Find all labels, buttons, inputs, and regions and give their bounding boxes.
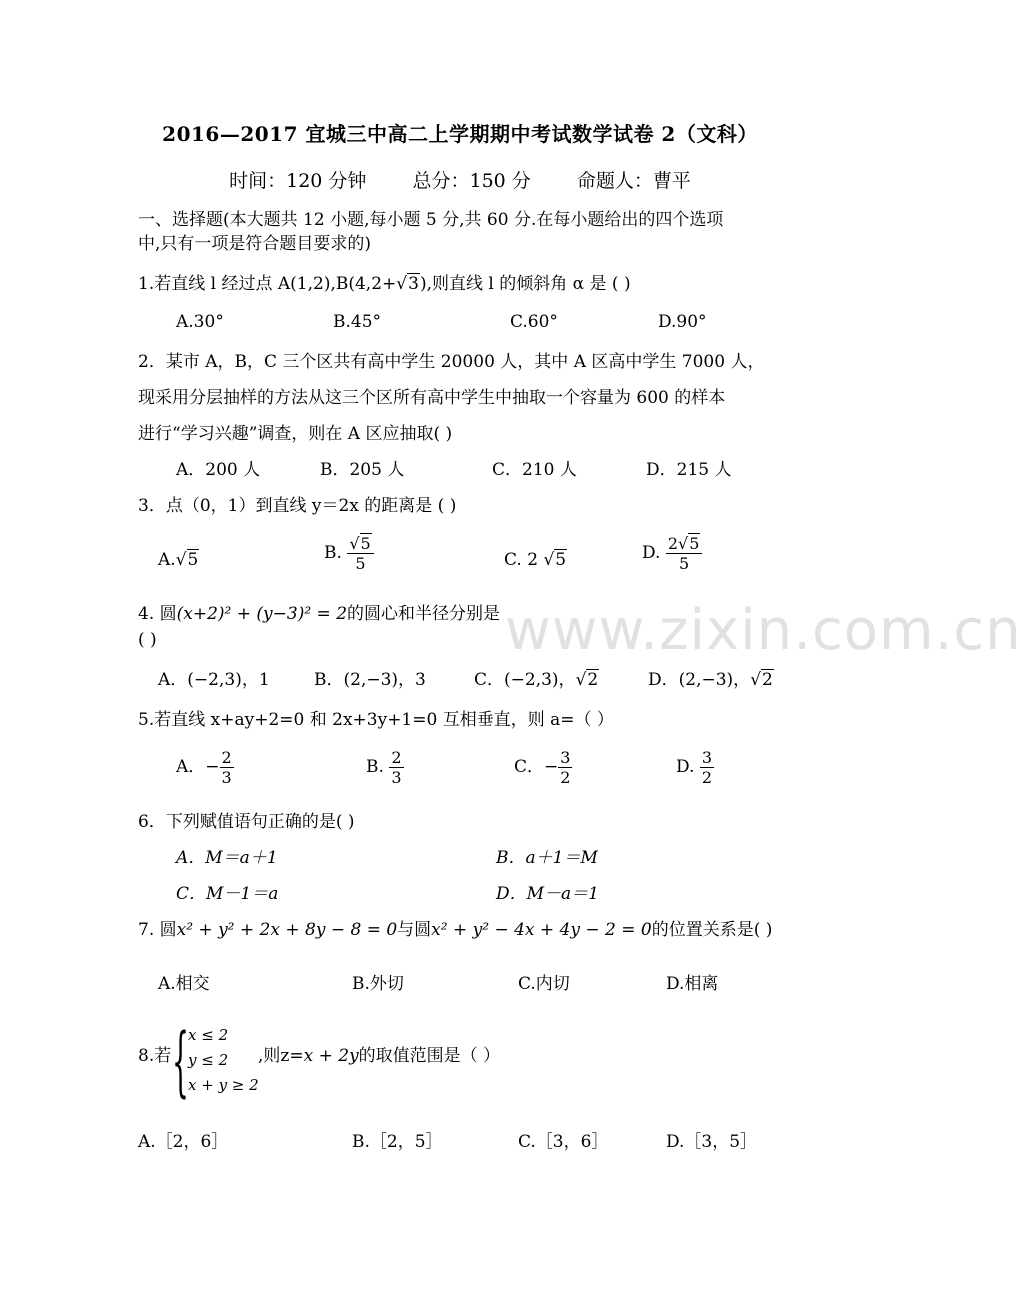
question-5-stem: 5.若直线 x+ay+2=0 和 2x+3y+1=0 互相垂直，则 a=（ ）: [138, 710, 614, 730]
section-heading-line1: 一、选择题(本大题共 12 小题,每小题 5 分,共 60 分.在每小题给出的四个选项: [138, 210, 724, 230]
q1-option-d[interactable]: D.90°: [658, 312, 707, 332]
left-brace: {: [172, 1016, 189, 1105]
q3-c-radicand: 5: [555, 550, 567, 570]
q6-option-c[interactable]: C．M－1＝a: [176, 884, 279, 904]
q5-c-sign: −: [544, 757, 559, 777]
q7-equation-1: x² + y² + 2x + 8y − 8 = 0: [176, 920, 398, 940]
q5-a-label: A．: [176, 757, 206, 777]
q6-option-b[interactable]: B．a＋1＝M: [496, 848, 598, 868]
total-score: 总分：150 分: [412, 170, 531, 192]
author: 命题人：曹平: [576, 170, 691, 192]
watermark: www.zixin.com.cn: [505, 598, 1022, 663]
section-heading-line2: 中,只有一项是符合题目要求的): [138, 234, 372, 254]
q2-option-b[interactable]: B．205 人: [320, 460, 405, 480]
q5-d-label: D.: [676, 757, 695, 777]
q4-c-pre: C．(−2,3)，: [474, 670, 576, 690]
exam-title: 2016—2017 宜城三中高二上学期期中考试数学试卷 2（文科）: [162, 122, 758, 146]
sqrt: √2: [750, 670, 773, 690]
q2-option-c[interactable]: C．210 人: [492, 460, 577, 480]
q1-option-c[interactable]: C.60°: [510, 312, 558, 332]
q7-option-b[interactable]: B.外切: [352, 974, 404, 994]
constraint-1: x ≤ 2: [188, 1026, 229, 1044]
fraction: $\frac{√5}{5}$: [347, 534, 373, 573]
q3-b-radicand: 5: [360, 534, 371, 553]
q2-option-a[interactable]: A．200 人: [176, 460, 261, 480]
fraction: [700, 748, 714, 787]
question-4-stem: [138, 602, 500, 626]
q3-a-radicand: 5: [187, 550, 199, 570]
q4-option-c[interactable]: [474, 668, 599, 692]
q3-option-c[interactable]: [504, 548, 567, 572]
sqrt: √2: [575, 670, 599, 690]
question-7-stem: [138, 918, 772, 942]
q8-option-a[interactable]: A.［2，6］: [138, 1132, 229, 1152]
time-limit: 时间：120 分钟: [229, 170, 367, 192]
q3-c-label: C. 2: [504, 550, 539, 570]
q7-option-c[interactable]: C.内切: [518, 974, 570, 994]
question-4-paren: ( ): [138, 630, 157, 650]
q8-option-d[interactable]: D.［3，5］: [666, 1132, 758, 1152]
q3-option-b[interactable]: [324, 534, 374, 573]
q5-b-denominator: 3: [391, 768, 402, 787]
q7-post: 的位置关系是( ): [651, 920, 773, 940]
q3-option-a[interactable]: [158, 548, 199, 572]
q5-b-numerator: 2: [391, 748, 402, 767]
q1-option-b[interactable]: B.45°: [333, 312, 382, 332]
q7-equation-2: x² + y² − 4x + 4y − 2 = 0: [431, 920, 652, 940]
sqrt: √3: [396, 274, 419, 294]
q3-d-coef: 2: [667, 534, 679, 553]
question-6-stem: 6．下列赋值语句正确的是( ): [138, 812, 355, 832]
q5-a-sign: −: [205, 757, 220, 777]
q3-b-label: B.: [324, 543, 342, 563]
q5-a-numerator: 2: [221, 748, 232, 767]
q7-option-a[interactable]: A.相交: [158, 974, 210, 994]
q5-a-denominator: 3: [221, 768, 232, 787]
q5-c-numerator: 3: [560, 748, 571, 767]
q8-option-c[interactable]: C.［3，6］: [518, 1132, 609, 1152]
fraction: [558, 748, 572, 787]
q3-d-radicand: 5: [689, 534, 700, 553]
question-2-line3: 进行“学习兴趣”调查，则在 A 区应抽取( ): [138, 424, 453, 444]
question-1-stem: [138, 272, 631, 296]
q5-option-a[interactable]: [176, 748, 234, 787]
q4-equation: (x+2)² + (y−3)² = 2: [176, 604, 348, 624]
sqrt: √5: [543, 550, 567, 570]
q8-post: 的取值范围是（ ）: [358, 1046, 501, 1066]
question-3-stem: 3．点（0，1）到直线 y＝2x 的距离是 ( ): [138, 496, 457, 516]
q1-pre: 1.若直线 l 经过点 A(1,2),B(4,2+: [138, 274, 397, 294]
fraction: [220, 748, 234, 787]
q3-a-label: A.: [158, 550, 176, 570]
q4-post: 的圆心和半径分别是: [347, 604, 501, 624]
q4-option-d[interactable]: [648, 668, 774, 692]
q8-option-b[interactable]: B.［2，5］: [352, 1132, 443, 1152]
q4-option-a[interactable]: A．(−2,3)，1: [158, 670, 270, 690]
q4-d-pre: D．(2,−3)，: [648, 670, 751, 690]
q8-mid: ,则z=: [258, 1046, 304, 1066]
q4-d-radicand: 2: [762, 670, 773, 690]
q6-option-d[interactable]: D．M－a＝1: [496, 884, 599, 904]
question-2-line1: 2．某市 A，B，C 三个区共有高中学生 20000 人，其中 A 区高中学生 7000 人，: [138, 352, 765, 372]
question-8-pre: 8.若: [138, 1046, 172, 1066]
q7-mid: 与圆: [397, 920, 432, 940]
q5-c-denominator: 2: [560, 768, 571, 787]
exam-meta: [0, 166, 920, 193]
q7-pre: 7. 圆: [138, 920, 177, 940]
q1-option-a[interactable]: A.30°: [176, 312, 224, 332]
q3-d-denominator: 5: [679, 554, 690, 573]
q5-d-denominator: 2: [701, 768, 713, 787]
q1-post: ),则直线 l 的倾斜角 α 是 ( ): [419, 274, 631, 294]
q8-expression: x + 2y: [303, 1046, 359, 1066]
q5-option-d[interactable]: [676, 748, 714, 787]
question-2-line2: 现采用分层抽样的方法从这三个区所有高中学生中抽取一个容量为 600 的样本: [138, 388, 726, 408]
sqrt: √5: [175, 550, 199, 570]
question-8-stem: [258, 1044, 500, 1068]
fraction: [389, 748, 403, 787]
q5-c-label: C．: [514, 757, 545, 777]
q5-d-numerator: 3: [701, 748, 713, 767]
fraction: $\frac{2√5}{5}$: [666, 534, 703, 573]
q4-c-radicand: 2: [587, 670, 599, 690]
q6-option-a[interactable]: A．M＝a＋1: [176, 848, 278, 868]
q5-option-c[interactable]: [514, 748, 572, 787]
constraint-2: y ≤ 2: [188, 1051, 229, 1069]
q5-b-label: B.: [366, 757, 384, 777]
q1-radicand: 3: [408, 274, 419, 294]
q4-pre: 4. 圆: [138, 604, 177, 624]
q5-option-b[interactable]: [366, 748, 404, 787]
q7-option-d[interactable]: D.相离: [666, 974, 719, 994]
q2-option-d[interactable]: D．215 人: [646, 460, 732, 480]
q4-option-b[interactable]: B．(2,−3)，3: [314, 670, 426, 690]
q3-d-label: D.: [642, 543, 661, 563]
constraint-3: x + y ≥ 2: [188, 1076, 259, 1094]
q3-option-d[interactable]: [642, 534, 702, 573]
q3-b-denominator: 5: [355, 554, 366, 573]
